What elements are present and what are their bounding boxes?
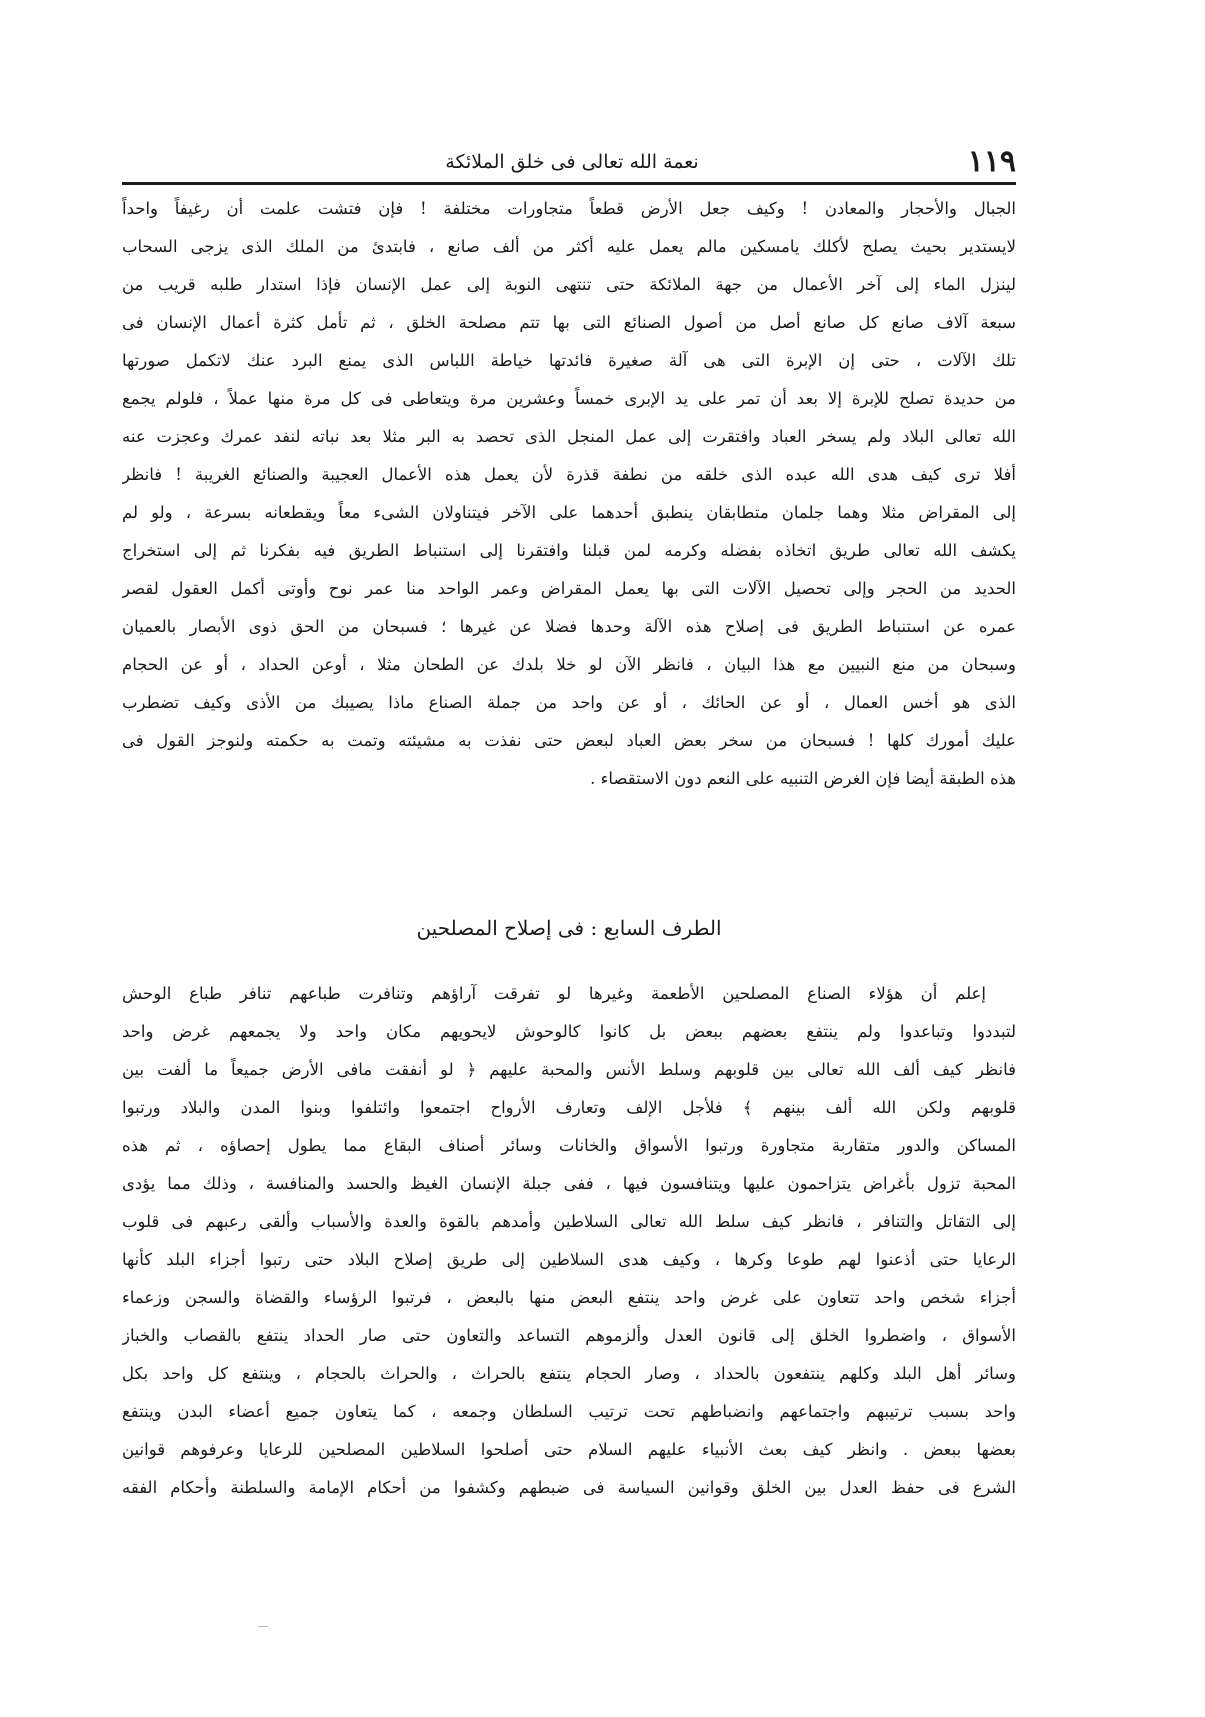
running-head [128,140,1016,184]
text-line: هذه الطبقة أيضا فإن الغرض التنبيه على النعم دون الاستقصاء . [590,769,1016,788]
text-line: قلوبهم ولكن الله ألف بينهم ﴾ فلأجل الإلف وتعارف الأرواح اجتمعوا وائتلفوا وبنوا المدن والبلاد ورتبوا [122,1098,1016,1117]
page-number: ١١٩ [967,144,1016,179]
text-line: واحد بسبب ترتيبهم واجتماعهم وانضباطهم تحت ترتيب السلطان وجمعه ، كما يتعاون جميع أعضاء البدن وينتفع [122,1402,1016,1421]
text-line: الحديد من الحجر وإلى تحصيل الآلات التى بها يعمل المقراض وعمر الواحد منا عمر نوح وأوتى أكمل العقول لقصر [122,579,1016,598]
text-line: عمره عن استنباط الطريق فى إصلاح هذه الآلة وحدها فضلا عن غيرها ؛ فسبحان من الحق ذوى الأبصار بالعميان [122,617,1016,636]
text-line: إلى المقراض مثلا وهما جلمان متطابقان ينطبق أحدهما على الآخر فيتناولان الشىء معاً ويقطعانه بسرعة ، ولو لم [122,503,1016,522]
text-line: إلى التقاتل والتنافر ، فانظر كيف سلط الله تعالى السلاطين وأمدهم بالقوة والعدة والأسباب وألقى رعبهم فى قلوب [122,1212,1016,1231]
text-line: الجبال والأحجار والمعادن ! وكيف جعل الأرض قطعاً متجاورات مختلفة ! فإن فتشت علمت أن رغيفاً واحداً [122,199,1016,218]
text-line: سبعة آلاف صانع كل صانع أصل من أصول الصنائع التى بها تتم مصلحة الخلق ، ثم تأمل كثرة أعمال الإنسان فى [122,313,1016,332]
paragraph-1 [122,190,1016,798]
footer-mark [258,1626,268,1627]
text-line: وسبحان من منع النبيين مع هذا البيان ، فانظر الآن لو خلا بلدك عن الطحان مثلا ، أوعن الحداد ، أو عن الحجام [122,655,1016,674]
text-line: الشرع فى حفظ العدل بين الخلق وقوانين السياسة فى ضبطهم وكشفوا من أحكام الإمامة والسلطنة وأحكام الفقه [122,1478,1016,1497]
text-line: المحبة تزول بأغراض يتزاحمون عليها ويتنافسون فيها ، ففى جبلة الإنسان الغيظ والحسد والمنافسة ، وذلك مما يؤدى [122,1174,1016,1193]
text-line: الأسواق ، واضطروا الخلق إلى قانون العدل وألزموهم التساعد والتعاون حتى صار الحداد ينتفع بالقصاب والخباز [122,1326,1016,1345]
text-line: فانظر كيف ألف الله تعالى بين قلوبهم وسلط الأنس والمحبة عليهم ﴿ لو أنفقت مافى الأرض جميعاً ما ألفت بين [122,1060,1016,1079]
running-title: نعمة الله تعالى فى خلق الملائكة [445,151,699,173]
text-line: عليك أمورك كلها ! فسبحان من سخر بعض العباد لبعض حتى نفذت به مشيئته وتمت به حكمته ولنوجز القول فى [122,731,1016,750]
text-line: أجزاء شخص واحد تتعاون على غرض واحد ينتفع البعض منها بالبعض ، فرتبوا الرؤساء والقضاة والسجن وزعماء [122,1288,1016,1307]
text-line: تلك الآلات ، حتى إن الإبرة التى هى آلة صغيرة فائدتها خياطة اللباس الذى يمنع البرد عنك لاتكمل صورتها [122,351,1016,370]
text-line: لايستدير بحيث يصلح لأكلك يامسكين مالم يعمل عليه أكثر من ألف صانع ، فابتدئ من الملك الذى يزجى السحاب [122,237,1016,256]
text-line: المساكن والدور متقاربة متجاورة ورتبوا الأسواق والخانات وسائر أصناف البقاع مما يطول إحصاؤه ، ثم هذه [122,1136,1016,1155]
text-line: إعلم أن هؤلاء الصناع المصلحين الأطعمة وغيرها لو تفرقت آراؤهم وتنافرت طباعهم تنافر طباع الوحش [122,984,986,1003]
text-line: لتبددوا وتباعدوا ولم ينتفع بعضهم ببعض بل كانوا كالوحوش لايحويهم مكان واحد ولا يجمعهم غرض واحد [122,1022,1016,1041]
text-line: من حديدة تصلح للإبرة إلا بعد أن تمر على يد الإبرى خمساً وعشرين مرة ويتعاطى فى كل مرة منها عملاً ، فلولم يجمع [122,389,1016,408]
text-line: أفلا ترى كيف هدى الله عبده الذى خلقه من نطفة قذرة لأن يعمل هذه الأعمال العجيبة والصنائع الغريبة ! فانظر [122,465,1016,484]
text-line: الذى هو أخس العمال ، أو عن الحائك ، أو عن واحد من جملة الصناع ماذا يصيبك من الأذى وكيف تضطرب [122,693,1016,712]
header-rule [122,182,1016,185]
text-line: بعضها ببعض . وانظر كيف بعث الأنبياء عليهم السلام حتى أصلحوا السلاطين المصلحين للرعايا وعرفوهم قوانين [122,1440,1016,1459]
text-line: يكشف الله تعالى طريق اتخاذه بفضله وكرمه لمن قبلنا وافتقرنا إلى استنباط الطريق فيه بفكرنا ثم إلى استخراج [122,541,1016,560]
paragraph-2 [122,975,1016,1507]
section-heading: الطرف السابع : فى إصلاح المصلحين [416,916,722,940]
text-line: الرعايا حتى أذعنوا لهم طوعا وكرها ، وكيف هدى السلاطين إلى طريق إصلاح البلاد حتى رتبوا أجزاء البلد كأنها [122,1250,1016,1269]
text-line: لينزل الماء إلى آخر الأعمال من جهة الملائكة حتى تنتهى النوبة إلى عمل الإنسان فإذا استدار طلبه قريب من [122,275,1016,294]
text-line: وسائر أهل البلد وكلهم ينتفعون بالحداد ، وصار الحجام ينتفع بالحراث ، والحراث بالحجام ، وينتفع كل واحد بكل [122,1364,1016,1383]
text-line: الله تعالى البلاد ولم يسخر العباد وافتقرت إلى عمل المنجل الذى تحصد به البر مثلا بعد نباته لنفد عمرك وعجزت عنه [122,427,1016,446]
